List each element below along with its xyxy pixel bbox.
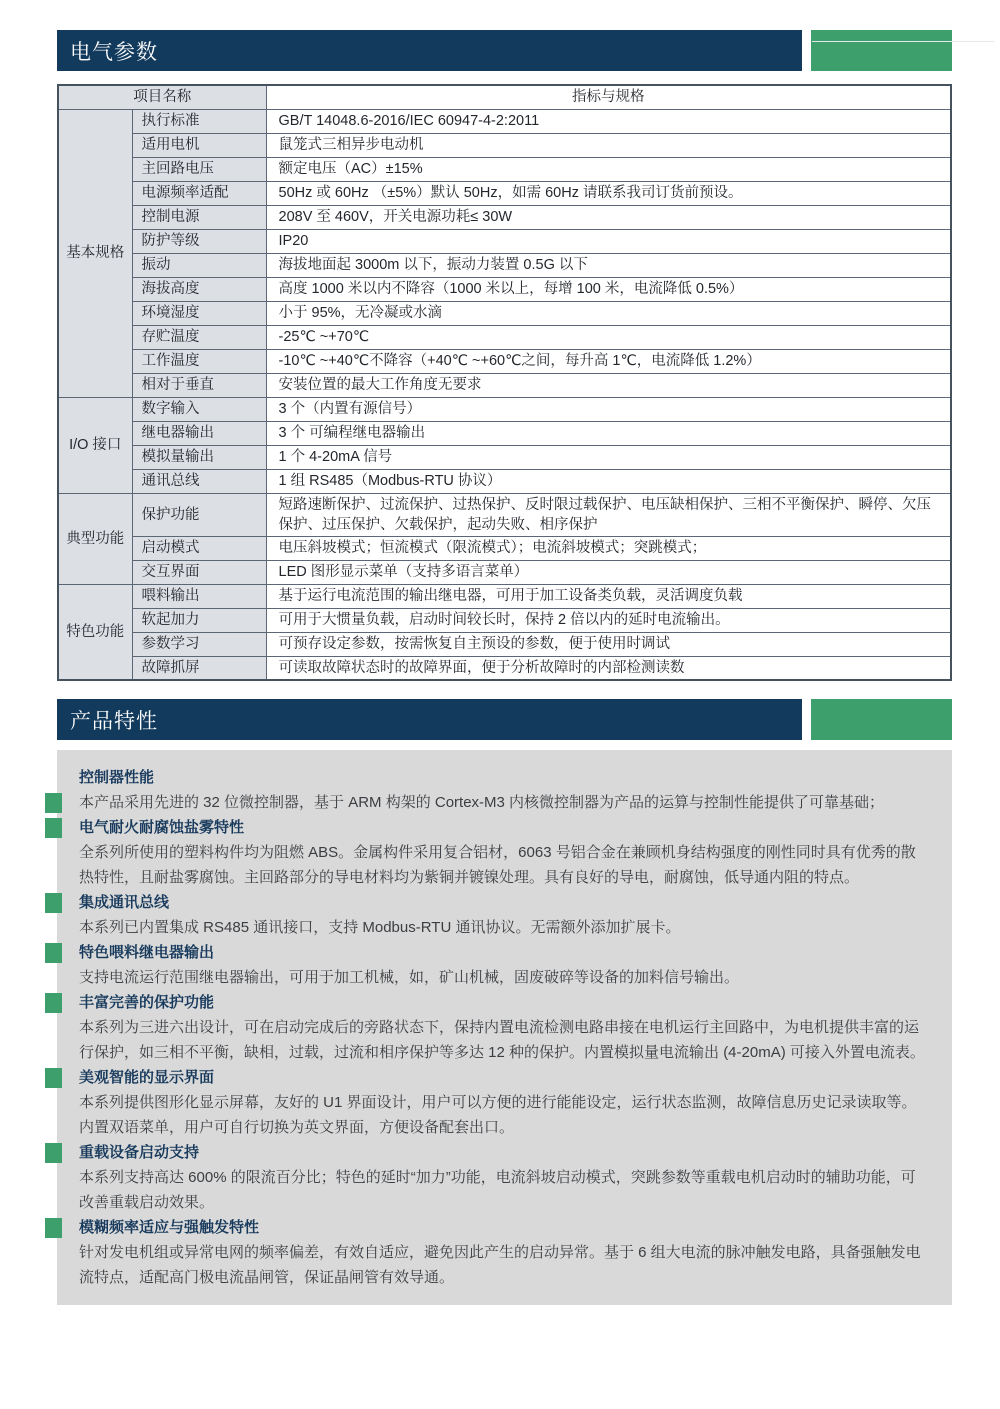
group-label: 特色功能 bbox=[58, 584, 132, 680]
table-row bbox=[58, 253, 951, 277]
table-row bbox=[58, 608, 951, 632]
features-section-header bbox=[57, 699, 952, 740]
table-row bbox=[58, 632, 951, 656]
green-square-bullet-icon bbox=[45, 893, 62, 913]
feature-heading: 控制器性能 bbox=[79, 769, 155, 786]
feature-block bbox=[79, 815, 926, 890]
spec-value-cell: 电压斜坡模式；恒流模式（限流模式）；电流斜坡模式；突跳模式； bbox=[266, 536, 951, 560]
feature-block bbox=[79, 765, 926, 815]
table-row bbox=[58, 493, 951, 536]
item-name-cell: 交互界面 bbox=[132, 560, 266, 584]
table-row bbox=[58, 397, 951, 421]
spec-table-body bbox=[58, 109, 951, 680]
item-name-cell: 主回路电压 bbox=[132, 157, 266, 181]
green-accent-block bbox=[811, 699, 952, 740]
spec-value-cell: 安装位置的最大工作角度无要求 bbox=[266, 373, 951, 397]
spec-value-cell: 短路速断保护、过流保护、过热保护、反时限过载保护、电压缺相保护、三相不平衡保护、瞬停、欠压保护、过压保护、欠载保护，起动失败、相序保护 bbox=[266, 493, 951, 536]
item-name-cell: 喂料输出 bbox=[132, 584, 266, 608]
spec-value-cell: 可用于大惯量负载，启动时间较长时，保持 2 倍以内的延时电流输出。 bbox=[266, 608, 951, 632]
item-name-cell: 模拟量输出 bbox=[132, 445, 266, 469]
green-square-bullet-icon bbox=[45, 943, 62, 963]
page bbox=[0, 30, 1000, 1409]
item-name-cell: 工作温度 bbox=[132, 349, 266, 373]
item-name-cell: 电源频率适配 bbox=[132, 181, 266, 205]
spec-value-cell: 额定电压（AC）±15% bbox=[266, 157, 951, 181]
table-row bbox=[58, 181, 951, 205]
feature-body: 本产品采用先进的 32 位微控制器，基于 ARM 构架的 Cortex-M3 内核微控制器为产品的运算与控制性能提供了可靠基础； bbox=[79, 794, 885, 811]
spec-table-header-row bbox=[58, 85, 951, 109]
feature-block bbox=[79, 990, 926, 1065]
top-right-page-artifact bbox=[812, 41, 994, 42]
feature-body: 本系列提供图形化显示屏幕，友好的 U1 界面设计，用户可以方便的进行能能设定，运行状态监测，故障信息历史记录读取等。内置双语菜单，用户可自行切换为英文界面，方便设备配套出口。 bbox=[79, 1094, 917, 1136]
feature-body: 本系列已内置集成 RS485 通讯接口，支持 Modbus-RTU 通讯协议。无需额外添加扩展卡。 bbox=[79, 919, 681, 936]
feature-heading: 丰富完善的保护功能 bbox=[79, 994, 215, 1011]
table-row bbox=[58, 301, 951, 325]
item-name-cell: 软起加力 bbox=[132, 608, 266, 632]
feature-heading: 电气耐火耐腐蚀盐雾特性 bbox=[79, 819, 245, 836]
table-row bbox=[58, 560, 951, 584]
item-name-cell: 执行标准 bbox=[132, 109, 266, 133]
feature-heading: 集成通讯总线 bbox=[79, 894, 170, 911]
group-label: I/O 接口 bbox=[58, 397, 132, 493]
feature-heading: 美观智能的显示界面 bbox=[79, 1069, 215, 1086]
feature-body: 支持电流运行范围继电器输出，可用于加工机械，如，矿山机械，固废破碎等设备的加料信号输出。 bbox=[79, 969, 740, 986]
table-row bbox=[58, 109, 951, 133]
item-name-cell: 故障抓屏 bbox=[132, 656, 266, 680]
spec-value-cell: 小于 95%，无冷凝或水滴 bbox=[266, 301, 951, 325]
feature-heading: 模糊频率适应与强触发特性 bbox=[79, 1219, 260, 1236]
feature-block bbox=[79, 890, 926, 940]
group-label: 典型功能 bbox=[58, 493, 132, 584]
spec-value-cell: 3 个（内置有源信号） bbox=[266, 397, 951, 421]
section-title-electrical: 电气参数 bbox=[57, 30, 802, 71]
spec-value-cell: -25℃ ~+70℃ bbox=[266, 325, 951, 349]
item-name-cell: 海拔高度 bbox=[132, 277, 266, 301]
spec-value-cell: LED 图形显示菜单（支持多语言菜单） bbox=[266, 560, 951, 584]
spec-value-cell: -10℃ ~+40℃不降容（+40℃ ~+60℃之间，每升高 1℃，电流降低 1.2%） bbox=[266, 349, 951, 373]
item-name-cell: 控制电源 bbox=[132, 205, 266, 229]
spec-value-cell: 可读取故障状态时的故障界面，便于分析故障时的内部检测读数 bbox=[266, 656, 951, 680]
item-name-cell: 继电器输出 bbox=[132, 421, 266, 445]
table-row bbox=[58, 277, 951, 301]
feature-block bbox=[79, 1140, 926, 1215]
feature-block bbox=[79, 1065, 926, 1140]
table-row bbox=[58, 536, 951, 560]
item-name-cell: 相对于垂直 bbox=[132, 373, 266, 397]
item-name-cell: 存贮温度 bbox=[132, 325, 266, 349]
item-name-cell: 通讯总线 bbox=[132, 469, 266, 493]
green-accent-block bbox=[811, 30, 952, 71]
item-name-cell: 振动 bbox=[132, 253, 266, 277]
item-name-cell: 启动模式 bbox=[132, 536, 266, 560]
feature-block bbox=[79, 940, 926, 990]
item-name-cell: 环境湿度 bbox=[132, 301, 266, 325]
column-header-item: 项目名称 bbox=[58, 85, 266, 109]
table-row bbox=[58, 205, 951, 229]
features-panel bbox=[57, 750, 952, 1305]
feature-body: 本系列支持高达 600% 的限流百分比；特色的延时“加力”功能，电流斜坡启动模式，突跳参数等重载电机启动时的辅助功能，可改善重载启动效果。 bbox=[79, 1169, 916, 1211]
table-row bbox=[58, 373, 951, 397]
feature-heading: 重载设备启动支持 bbox=[79, 1144, 200, 1161]
table-row bbox=[58, 325, 951, 349]
table-row bbox=[58, 229, 951, 253]
item-name-cell: 参数学习 bbox=[132, 632, 266, 656]
feature-block bbox=[79, 1215, 926, 1290]
spec-value-cell: 208V 至 460V，开关电源功耗≤ 30W bbox=[266, 205, 951, 229]
green-square-bullet-icon bbox=[45, 818, 62, 838]
spec-value-cell: 海拔地面起 3000m 以下，振动力装置 0.5G 以下 bbox=[266, 253, 951, 277]
table-row bbox=[58, 469, 951, 493]
spec-value-cell: 1 个 4-20mA 信号 bbox=[266, 445, 951, 469]
table-row bbox=[58, 133, 951, 157]
feature-body: 针对发电机组或异常电网的频率偏差，有效自适应，避免因此产生的启动异常。基于 6 组大电流的脉冲触发电路，具备强触发电流特点，适配高门极电流晶闸管，保证晶闸管有效导通。 bbox=[79, 1244, 921, 1286]
spec-value-cell: 可预存设定参数，按需恢复自主预设的参数，便于使用时调试 bbox=[266, 632, 951, 656]
item-name-cell: 防护等级 bbox=[132, 229, 266, 253]
spec-value-cell: 鼠笼式三相异步电动机 bbox=[266, 133, 951, 157]
green-square-bullet-icon bbox=[45, 1068, 62, 1088]
feature-body: 本系列为三进六出设计，可在启动完成后的旁路状态下，保持内置电流检测电路串接在电机运行主回路中，为电机提供丰富的运行保护，如三相不平衡，缺相，过载，过流和相序保护等多达 12 种的保护。内置模拟量电流输出 (4-20mA) 可接入外置电流表。 bbox=[79, 1019, 925, 1061]
spec-value-cell: 3 个 可编程继电器输出 bbox=[266, 421, 951, 445]
spec-value-cell: 基于运行电流范围的输出继电器，可用于加工设备类负载，灵活调度负载 bbox=[266, 584, 951, 608]
table-row bbox=[58, 656, 951, 680]
spec-value-cell: 50Hz 或 60Hz （±5%）默认 50Hz，如需 60Hz 请联系我司订货前预设。 bbox=[266, 181, 951, 205]
spec-value-cell: GB/T 14048.6-2016/IEC 60947-4-2:2011 bbox=[266, 109, 951, 133]
column-header-spec: 指标与规格 bbox=[266, 85, 951, 109]
green-square-bullet-icon bbox=[45, 1218, 62, 1238]
electrical-section-header bbox=[57, 30, 952, 71]
item-name-cell: 保护功能 bbox=[132, 493, 266, 536]
table-row bbox=[58, 445, 951, 469]
table-row bbox=[58, 584, 951, 608]
feature-heading: 特色喂料继电器输出 bbox=[79, 944, 215, 961]
spec-value-cell: 高度 1000 米以内不降容（1000 米以上，每增 100 米，电流降低 0.5%） bbox=[266, 277, 951, 301]
section-title-features: 产品特性 bbox=[57, 699, 802, 740]
table-row bbox=[58, 421, 951, 445]
group-label: 基本规格 bbox=[58, 109, 132, 397]
table-row bbox=[58, 349, 951, 373]
item-name-cell: 数字输入 bbox=[132, 397, 266, 421]
spec-table bbox=[57, 84, 952, 681]
item-name-cell: 适用电机 bbox=[132, 133, 266, 157]
green-square-bullet-icon bbox=[45, 793, 62, 813]
green-square-bullet-icon bbox=[45, 1143, 62, 1163]
green-square-bullet-icon bbox=[45, 993, 62, 1013]
spec-value-cell: IP20 bbox=[266, 229, 951, 253]
spec-value-cell: 1 组 RS485（Modbus-RTU 协议） bbox=[266, 469, 951, 493]
feature-body: 全系列所使用的塑料构件均为阻燃 ABS。金属构件采用复合铝材，6063 号铝合金在兼顾机身结构强度的刚性同时具有优秀的散热特性，且耐盐雾腐蚀。主回路部分的导电材料均为紫铜并镀镍处理。具有良好的导电，耐腐蚀，低导通内阻的特点。 bbox=[79, 844, 916, 886]
table-row bbox=[58, 157, 951, 181]
